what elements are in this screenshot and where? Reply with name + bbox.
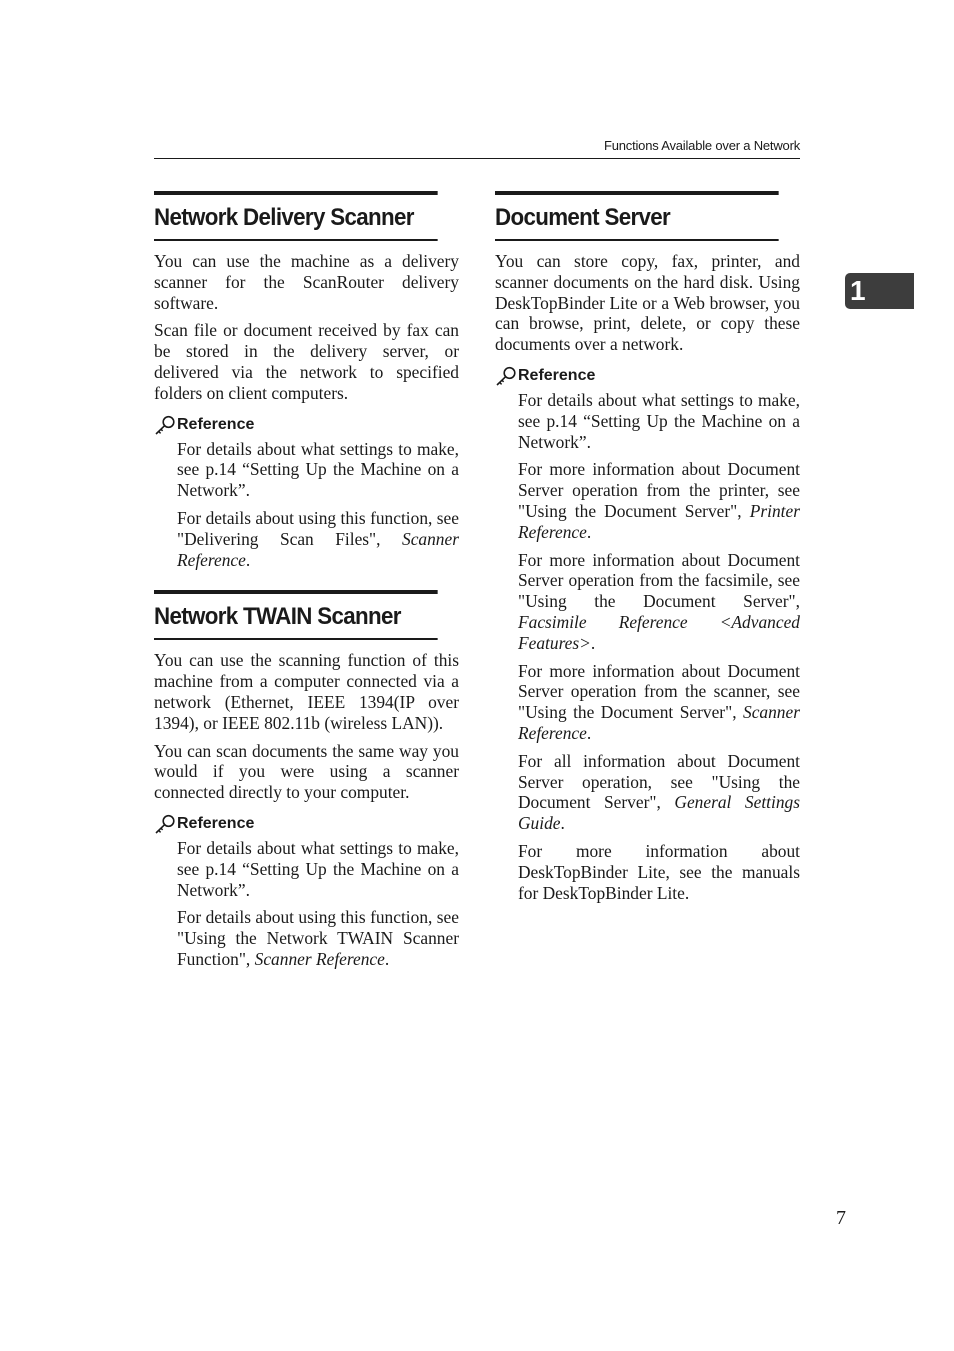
reference-block — [154, 813, 459, 970]
reference-text: For more information about DeskTopBinder Lite, see the manuals for DeskTopBinder Lite. — [518, 840, 800, 903]
reference-text: For more information about Document Server operation from the printer, see "Using the Document Server", — [518, 459, 800, 521]
reference-heading — [154, 813, 459, 835]
reference-text: For more information about Document Server operation from the facsimile, see "Using the Document Server", — [518, 549, 800, 612]
page-number: 7 — [836, 1207, 846, 1229]
reference-label: Reference — [177, 415, 255, 433]
manual-title: Scanner Reference — [254, 948, 385, 969]
paragraph: You can store copy, fax, printer, and scanner documents on the hard disk. Using DeskTopBinder Lite or a Web browser, you can browse, print, delete, or copy these documents over a network. — [495, 251, 800, 355]
reference-item: For more information about Document Server operation from the scanner, see "Using the Document Server", Scanner Reference. — [518, 660, 800, 743]
reference-block — [495, 365, 800, 903]
manual-title: Printer Reference — [518, 500, 800, 542]
section-title: Document Server — [495, 191, 779, 241]
reference-text: For details about using this function, see "Delivering Scan Files", — [177, 507, 459, 549]
reference-heading — [495, 365, 800, 387]
key-icon — [154, 814, 176, 834]
manual-title: Scanner Reference — [177, 528, 459, 570]
left-column — [154, 191, 459, 990]
section-body — [154, 251, 459, 404]
paragraph: You can use the scanning function of this machine from a computer connected via a network (Ethernet, IEEE 1394(IP over 1394), or IEEE 802.11b (wireless LAN)). — [154, 650, 459, 733]
reference-item: For more information about Document Server operation from the printer, see "Using the Document Server", Printer Reference. — [518, 459, 800, 542]
reference-block — [154, 414, 459, 571]
reference-body — [154, 838, 459, 970]
reference-text: For all information about Document Server operation, see "Using the Document Server", — [518, 750, 800, 813]
reference-item: For details about using this function, see "Using the Network TWAIN Scanner Function", Scanner Reference. — [177, 907, 459, 969]
paragraph: You can use the machine as a delivery scanner for the ScanRouter delivery software. — [154, 251, 459, 313]
paragraph: You can scan documents the same way you would if you were using a scanner connected directly to your computer. — [154, 740, 459, 803]
reference-heading — [154, 414, 459, 436]
reference-text: For more information about Document Server operation from the scanner, see "Using the Document Server", — [518, 660, 800, 723]
header-rule — [154, 158, 800, 159]
manual-title: Facsimile Reference <Advanced Features> — [518, 611, 800, 653]
section-body — [154, 650, 459, 803]
section-title: Network Delivery Scanner — [154, 191, 438, 241]
reference-item — [177, 439, 459, 501]
reference-body — [154, 439, 459, 571]
chapter-tab: 1 — [845, 273, 914, 309]
reference-text: For details about using this function, see "Using the Network TWAIN Scanner Function", — [177, 907, 459, 969]
reference-body — [495, 390, 800, 903]
paragraph: Scan file or document received by fax can be stored in the delivery server, or delivered via the network to specified folders on client computers. — [154, 320, 459, 403]
key-icon — [495, 366, 517, 386]
running-header: Functions Available over a Network — [603, 138, 800, 153]
reference-text: For details about what settings to make, see p.14 “Setting Up the Machine on a Network”. — [177, 837, 459, 900]
reference-item: For details about using this function, see "Delivering Scan Files", Scanner Reference. — [177, 507, 459, 570]
manual-title: General Settings Guide — [518, 792, 800, 834]
right-column — [495, 191, 800, 923]
section — [154, 590, 459, 969]
reference-item — [177, 838, 459, 900]
key-icon — [154, 415, 176, 435]
section-body — [495, 251, 800, 355]
section — [495, 191, 800, 903]
reference-item — [518, 841, 800, 903]
section — [154, 191, 459, 570]
reference-text: For details about what settings to make, see p.14 “Setting Up the Machine on a Network”. — [518, 389, 800, 452]
reference-item — [518, 390, 800, 452]
reference-text: For details about what settings to make, see p.14 “Setting Up the Machine on a Network”. — [177, 438, 459, 501]
section-title: Network TWAIN Scanner — [154, 590, 438, 640]
reference-item: For all information about Document Server operation, see "Using the Document Server", General Settings Guide. — [518, 750, 800, 834]
reference-label: Reference — [518, 366, 596, 384]
reference-item: For more information about Document Server operation from the facsimile, see "Using the Document Server", Facsimile Reference <Advanced Features>. — [518, 549, 800, 653]
manual-title: Scanner Reference — [518, 702, 800, 743]
reference-label: Reference — [177, 814, 255, 832]
